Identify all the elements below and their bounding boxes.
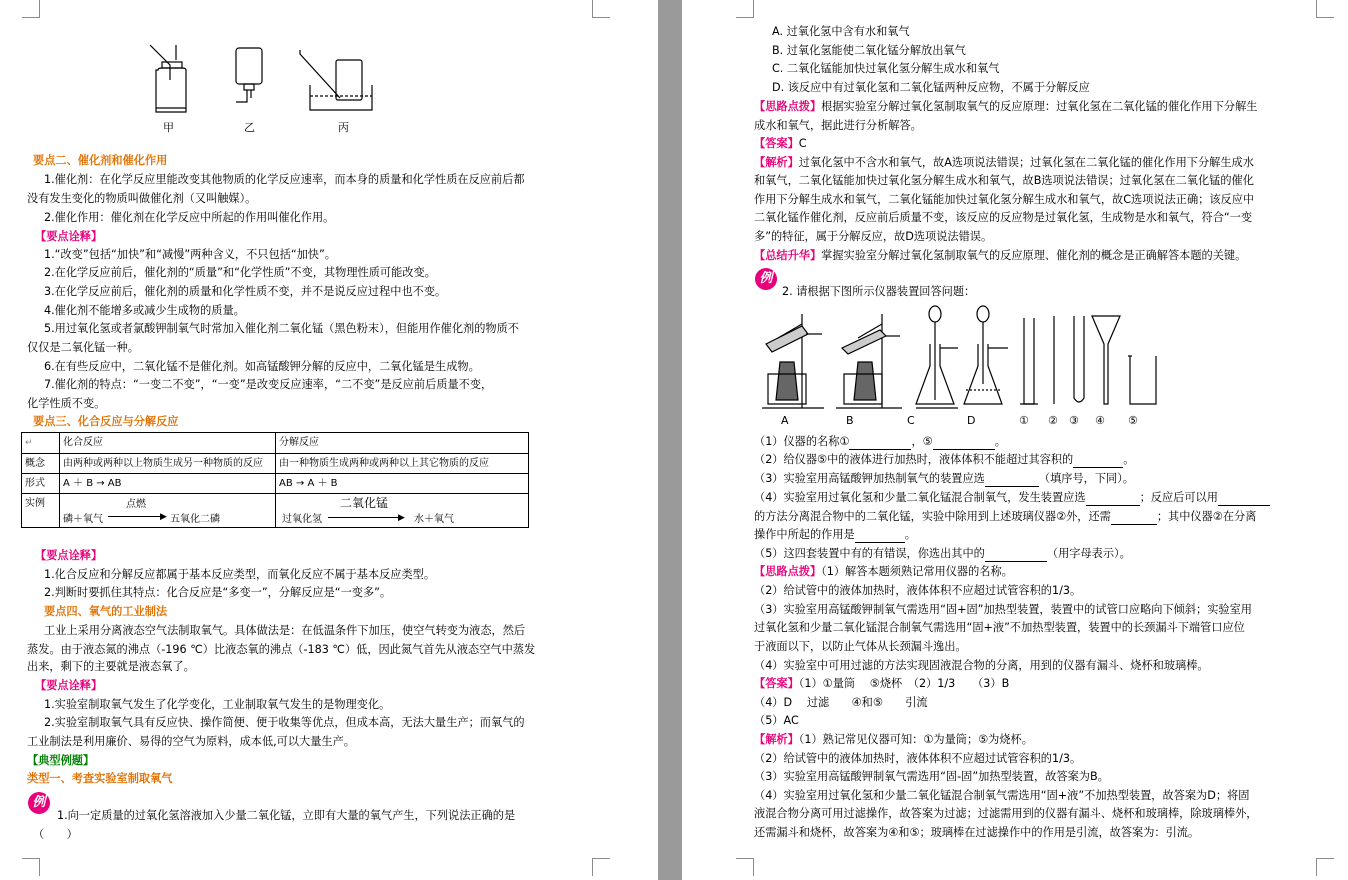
answer-blank[interactable] xyxy=(1111,513,1157,525)
arrow-head: ▶ xyxy=(160,512,167,522)
paragraph: 蒸发。由于液态氮的沸点（-196 ℃）比液态氧的沸点（-183 ℃）低，因此氮气首先从液态空气中蒸发 xyxy=(27,643,536,656)
figure-label: ⑤ xyxy=(1128,414,1138,427)
note-item: 5.用过氧化氢或者氯酸钾制氧气时常加入催化剂二氧化锰（黑色粉末），但能用作催化剂的物质不 xyxy=(44,322,519,335)
figure-label: A xyxy=(781,414,789,427)
table-row xyxy=(22,474,529,494)
answer-blank[interactable] xyxy=(985,475,1039,487)
hint-line: （2）给试管中的液体加热时，液体体积不应超过试管容积的1/3。 xyxy=(754,584,1082,597)
figure-label: ③ xyxy=(1069,414,1079,427)
answer-tag: 【答案】 xyxy=(754,137,799,150)
paragraph: 1.催化剂：在化学反应里能改变其他物质的化学反应速率，而本身的质量和化学性质在反应前后都 xyxy=(44,173,525,186)
note-item: 3.在化学反应前后，催化剂的质量和化学性质不变，并不是说反应过程中也不变。 xyxy=(44,285,447,298)
example-question: 2. 请根据下图所示仪器装置回答问题： xyxy=(782,285,976,298)
example-badge: 例 xyxy=(755,268,777,290)
question-3: （3）实验室用高锰酸钾加热制氧气的装置应选 （填序号，下同）。 xyxy=(754,472,1134,485)
section-heading-4: 要点四、氧气的工业制法 xyxy=(44,605,168,618)
explanation-line: （2）给试管中的液体加热时，液体体积不应超过试管容积的1/3。 xyxy=(754,752,1082,765)
table-header: 化合反应 xyxy=(60,433,276,454)
figure-label-bing: 丙 xyxy=(338,121,349,134)
hint-line: （4）实验室中可用过滤的方法实现固液混合物的分离，用到的仪器有漏斗、烧杯和玻璃棒。 xyxy=(754,659,1209,672)
corner-mark xyxy=(736,858,754,876)
hint-text: （1）解答本题须熟记常用仪器的名称。 xyxy=(821,565,1013,578)
type-heading: 类型一、考查实验室制取氧气 xyxy=(27,772,173,785)
figure-label: ② xyxy=(1048,414,1058,427)
reactant: 磷＋氧气 xyxy=(63,514,103,525)
option-d: D. 该反应中有过氧化氢和二氧化锰两种反应物，不属于分解反应 xyxy=(772,81,1090,94)
corner-mark xyxy=(592,0,610,18)
summary-text: 掌握实验室分解过氧化氢制取氧气的反应原理、催化剂的概念是正确解答本题的关键。 xyxy=(821,249,1247,262)
table-header: 分解反应 xyxy=(276,433,529,454)
paragraph: 工业上采用分离液态空气法制取氧气。具体做法是：在低温条件下加压，使空气转变为液态，然后 xyxy=(44,624,526,637)
note-item: 1.“改变”包括“加快”和“减慢”两种含义，不只包括“加快”。 xyxy=(44,248,336,261)
hint-tag: 【思路点拨】 xyxy=(754,100,822,113)
example-badge: 例 xyxy=(28,792,50,814)
example-question: 1.向一定质量的过氧化氢溶液加入少量二氧化锰，立即有大量的氧气产生，下列说法正确的是 xyxy=(57,809,516,822)
explanation-line: 和氧气，二氧化锰能加快过氧化氢分解生成水和氧气，故B选项说法错误；过氧化氢在二氧化锰的催化 xyxy=(754,174,1254,187)
answer-line xyxy=(754,135,807,152)
table-cell: 形式 xyxy=(22,474,60,494)
product: 五氧化二磷 xyxy=(170,514,220,525)
note-item: 工业制法是利用廉价、易得的空气为原料，成本低,可以大量生产。 xyxy=(27,735,355,748)
answer-text: （1）①量筒 ⑤烧杯 （2）1/3 （3）B xyxy=(798,677,1010,690)
arrow-head: ▶ xyxy=(398,513,405,523)
explanation-line: 作用下分解生成水和氧气，二氧化锰能加快过氧化氢分解生成水和氧气，故C选项说法正确；该反应中 xyxy=(754,193,1255,206)
note-item: 2.在化学反应前后，催化剂的“质量”和“化学性质”不变，其物理性质可能改变。 xyxy=(44,266,436,279)
table-cell: 概念 xyxy=(22,454,60,474)
explanation-tag: 【解析】 xyxy=(754,156,799,169)
section-heading-3: 要点三、化合反应与分解反应 xyxy=(33,415,179,428)
table-cell: 由一种物质生成两种或两种以上其它物质的反应 xyxy=(276,454,529,474)
summary-line xyxy=(754,247,1246,264)
figure-label: B xyxy=(846,414,854,427)
note-item: 2.实验室制取氧气具有反应快、操作简便、便于收集等优点，但成本高，无法大量生产；而氧气的 xyxy=(44,716,525,729)
note-item: 1.化合反应和分解反应都属于基本反应类型，而氧化反应不属于基本反应类型。 xyxy=(44,568,436,581)
question-4: （4）实验室用过氧化氢和少量二氧化锰混合制氧气，发生装置应选 ；反应后可以用 xyxy=(754,489,1270,506)
figure-label-jia: 甲 xyxy=(163,121,174,134)
figure-label: C xyxy=(907,414,915,427)
left-page xyxy=(0,0,658,880)
answer-blank[interactable] xyxy=(985,550,1047,562)
summary-tag: 【总结升华】 xyxy=(754,249,822,262)
paragraph: 没有发生变化的物质叫做催化剂（又叫触媒）。 xyxy=(27,192,257,205)
note-item: 7.催化剂的特点：“一变二不变”，“一变”是改变反应速率，“二不变”是反应前后质量不变， xyxy=(44,378,493,391)
note-item: 4.催化剂不能增多或减少生成物的质量。 xyxy=(44,304,245,317)
note-tag: 【要点诠释】 xyxy=(35,549,103,562)
hint-line xyxy=(754,563,1013,580)
answer-line: （4）D 过滤 ④和⑤ 引流 xyxy=(754,696,928,709)
reactant: 过氧化氢 xyxy=(282,514,322,525)
answer-text: C xyxy=(798,137,807,150)
answer-blank[interactable] xyxy=(855,531,905,543)
explanation-line xyxy=(754,154,1254,171)
reaction-condition: 点燃 xyxy=(126,499,146,510)
table-cell xyxy=(60,494,276,528)
question-5: （5）这四套装置中有的有错误，你选出其中的 （用字母表示）。 xyxy=(754,547,1131,560)
answer-blank[interactable] xyxy=(933,438,995,450)
hint-tag: 【思路点拨】 xyxy=(754,565,822,578)
paragraph: 出来，剩下的主要就是液态氧了。 xyxy=(27,660,195,673)
corner-mark xyxy=(736,0,754,18)
table-cell: A ＋ B → AB xyxy=(60,474,276,494)
reaction-condition: 二氧化锰 xyxy=(340,496,389,510)
typical-examples-heading: 【典型例题】 xyxy=(27,754,95,767)
option-c: C. 二氧化锰能加快过氧化氢分解生成水和氧气 xyxy=(772,62,1000,75)
note-item: 化学性质不变。 xyxy=(27,397,106,410)
hint-line xyxy=(754,98,1257,115)
hint-line: 过氧化氢和少量二氧化锰混合制氧气需选用“固+液”不加热型装置，装置中的长颈漏斗下端管口应位 xyxy=(754,621,1245,634)
reaction-arrow xyxy=(328,517,402,518)
answer-line: （5）AC xyxy=(754,714,799,727)
note-item: 1.实验室制取氧气发生了化学变化，工业制取氧气发生的是物理变化。 xyxy=(44,698,391,711)
answer-blank[interactable] xyxy=(1086,494,1140,506)
explanation-line: （3）实验室用高锰酸钾制氧气需选用“固-固”加热型装置，故答案为B。 xyxy=(754,770,1109,783)
corner-mark xyxy=(22,858,40,876)
figure-label: ④ xyxy=(1095,414,1105,427)
table-cell: 实例 xyxy=(22,494,60,528)
explanation-line: 还需漏斗和烧杯，故答案为④和⑤；玻璃棒在过滤操作中的作用是引流，故答案为：引流。 xyxy=(754,826,1200,839)
explanation-text: 过氧化氢中不含水和氧气，故A选项说法错误；过氧化氢在二氧化锰的催化作用下分解生成水 xyxy=(798,156,1254,169)
note-item: 6.在有些反应中，二氧化锰不是催化剂。如高锰酸钾分解的反应中，二氧化锰是生成物。 xyxy=(44,360,480,373)
answer-blank[interactable] xyxy=(1218,494,1270,506)
answer-line xyxy=(754,675,1009,692)
explanation-text: （1）熟记常见仪器可知：①为量筒；⑤为烧杯。 xyxy=(798,733,1033,746)
corner-mark xyxy=(1316,858,1334,876)
reaction-comparison-table xyxy=(21,432,529,528)
question-4-cont: 操作中所起的作用是 。 xyxy=(754,528,916,541)
explanation-tag: 【解析】 xyxy=(754,733,799,746)
corner-mark xyxy=(1316,0,1334,18)
table-cell: AB → A ＋ B xyxy=(276,474,529,494)
note-item: 2.判断时要抓住其特点：化合反应是“多变一”，分解反应是“一变多”。 xyxy=(44,586,392,599)
gas-collection-figure xyxy=(140,40,380,120)
figure-label: ① xyxy=(1019,414,1029,427)
explanation-line: 多”的特征，属于分解反应，故D选项说法错误。 xyxy=(754,230,993,243)
explanation-line: 液混合物分离可用过滤操作，故答案为过滤；过滤需用到的仪器有漏斗、烧杯和玻璃棒，除玻璃棒外， xyxy=(754,807,1258,820)
answer-blank[interactable] xyxy=(849,438,911,450)
option-b: B. 过氧化氢能使二氧化锰分解放出氧气 xyxy=(772,44,966,57)
explanation-line xyxy=(754,731,1033,748)
note-item: 仅仅是二氧化锰一种。 xyxy=(27,341,139,354)
question-4-cont: 的方法分离混合物中的二氧化锰，实验中除用到上述玻璃仪器②外，还需 ；其中仪器②在分离 xyxy=(754,510,1257,523)
answer-blank[interactable] xyxy=(1073,456,1123,468)
reaction-arrow xyxy=(108,516,164,517)
paragraph: 2.催化作用：催化剂在化学反应中所起的作用叫催化作用。 xyxy=(44,211,335,224)
question-1: （1）仪器的名称① ，⑤ 。 xyxy=(754,435,1006,448)
answer-brackets: （ ） xyxy=(33,828,78,841)
hint-line: （3）实验室用高锰酸钾制氧气需选用“固+固”加热型装置，装置中的试管口应略向下倾斜；实验室用 xyxy=(754,603,1252,616)
table-row xyxy=(22,454,529,474)
product: 水＋氧气 xyxy=(414,514,454,525)
explanation-line: 二氧化锰作催化剂，反应前后质量不变，该反应的反应物是过氧化氢，生成物是水和氧气，符合“一变 xyxy=(754,211,1253,224)
right-page xyxy=(682,0,1348,880)
figure-label-yi: 乙 xyxy=(244,121,255,134)
section-heading-2: 要点二、催化剂和催化作用 xyxy=(33,154,168,167)
table-cell xyxy=(276,494,529,528)
question-2: （2）给仪器⑤中的液体进行加热时，液体体积不能超过其容积的 。 xyxy=(754,453,1135,466)
corner-mark xyxy=(592,858,610,876)
explanation-line: （4）实验室用过氧化氢和少量二氧化锰混合制氧气需选用“固+液”不加热型装置，故答案为D；将固 xyxy=(754,789,1250,802)
answer-tag: 【答案】 xyxy=(754,677,799,690)
hint-line: 于液面以下，以防止气体从长颈漏斗逸出。 xyxy=(754,640,967,653)
option-a: A. 过氧化氢中含有水和氧气 xyxy=(772,25,910,38)
table-row xyxy=(22,494,529,528)
note-tag: 【要点诠释】 xyxy=(35,230,103,243)
hint-text: 根据实验室分解过氧化氢制取氧气的反应原理：过氧化氢在二氧化锰的催化作用下分解生 xyxy=(821,100,1258,113)
hint-line: 成水和氧气，据此进行分析解答。 xyxy=(754,119,922,132)
corner-mark xyxy=(22,0,40,18)
note-tag: 【要点诠释】 xyxy=(35,679,103,692)
table-row: ↵ 化合反应 分解反应 xyxy=(22,433,529,454)
figure-label: D xyxy=(967,414,976,427)
table-cell: 由两种或两种以上物质生成另一种物质的反应 xyxy=(60,454,276,474)
apparatus-figure xyxy=(758,304,1158,414)
